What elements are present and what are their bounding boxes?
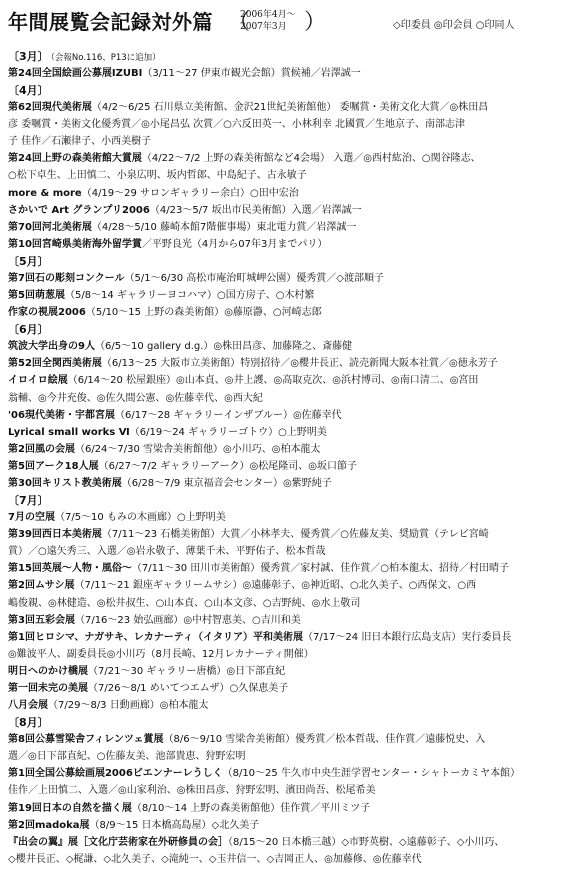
exhibition-entry: [8, 458, 560, 475]
exhibition-entry: [8, 355, 560, 372]
exhibition-detail: （7/5～10 もみの木画廊）○上野明美: [54, 512, 226, 524]
exhibition-entry: [8, 526, 560, 560]
month-heading: [8, 714, 560, 731]
exhibition-name: 第1回全国公募絵画展2006ビエンナーレうしく: [8, 768, 223, 780]
month-heading: [8, 321, 560, 338]
exhibition-name: 第52回全関西美術展: [8, 358, 102, 370]
period-start: 2006年4月～: [240, 10, 296, 20]
month-label: 〔8月〕: [8, 716, 49, 730]
entry-line: [8, 390, 560, 407]
exhibition-name: 筑波大学出身の9人: [8, 341, 95, 353]
exhibition-entry: [8, 372, 560, 406]
entry-line: [8, 167, 560, 184]
entry-line: [8, 338, 560, 355]
exhibition-entry: [8, 65, 560, 82]
exhibition-entry: [8, 765, 560, 799]
exhibition-detail: 彦 委嘱賞・美術文化優秀賞／◎小尾昌弘 次賞／○六反田英一、小林利幸 北國賞／生地京子、南部志津: [8, 119, 465, 131]
exhibition-entry: [8, 185, 560, 202]
entry-line: [8, 680, 560, 697]
month-label: 〔5月〕: [8, 254, 49, 268]
exhibition-entry: [8, 834, 560, 868]
exhibition-name: '06現代美術・宇都宮展: [8, 409, 115, 421]
exhibition-entry: [8, 629, 560, 663]
month-label: 〔7月〕: [8, 494, 49, 508]
exhibition-entry: [8, 817, 560, 834]
exhibition-name: さかいで Art グランプリ2006: [8, 204, 150, 216]
exhibition-detail: （6/27～7/2 ギャラリーアーク）◎松尾隆司、◎坂口節子: [98, 460, 357, 472]
exhibition-detail: ◎難波平人、副委員長◎小川巧（8月長崎、12月レカナーティ開催）: [8, 648, 314, 660]
entry-line: [8, 304, 560, 321]
exhibition-detail: （4/22～7/2 上野の森美術館など4会場） 入選／◎西村紘治、○関谷隆志、: [141, 153, 481, 165]
exhibition-entry: [8, 475, 560, 492]
entry-line: [8, 475, 560, 492]
period: [240, 9, 296, 33]
exhibition-name: 第2回madoka展: [8, 819, 90, 831]
entry-line: [8, 509, 560, 526]
entry-line: [8, 612, 560, 629]
exhibition-entry: [8, 663, 560, 680]
exhibition-name: 7月の空展: [8, 512, 55, 524]
exhibition-detail: （5/1～6/30 高松市庵治町城岬公園）優秀賞／◇渡部順子: [124, 272, 384, 284]
exhibition-detail: 子 佳作／石瀬律子、小西美樹子: [8, 136, 152, 148]
header: [0, 0, 567, 46]
exhibition-entry: [8, 697, 560, 714]
entry-line: [8, 133, 560, 150]
entry-line: [8, 287, 560, 304]
entry-line: [8, 663, 560, 680]
exhibition-detail: （4/19～29 サロンギャラリー余白）○田中宏治: [81, 187, 299, 199]
exhibition-name: more & more: [8, 187, 82, 199]
exhibition-detail: （7/11～30 田川市美術館）優秀賞／家村誠、佳作賞／○柏本龍太、招待／村田晴子: [131, 563, 510, 575]
exhibition-detail: （6/28～7/9 東京福音会センター）◎紫野純子: [121, 477, 332, 489]
exhibition-entry: [8, 800, 560, 817]
entry-line: [8, 441, 560, 458]
exhibition-entry: [8, 236, 560, 253]
exhibition-detail: ◇櫻井長正、◇梶謙、◇北久美子、◇滝純一、◇玉井信一、◇吉岡正人、◎加藤修、◎佐藤幸代: [8, 853, 422, 865]
exhibition-detail: （7/29～8/3 日動画廊）◎柏本龍太: [48, 700, 209, 712]
exhibition-detail: （7/11～21 銀座ギャラリームサシ）◎遠藤彰子、◎神近昭、○北久美子、○西保文、○西: [74, 580, 477, 592]
entry-line: [8, 817, 560, 834]
exhibition-name: 第7回石の彫刻コンクール: [8, 272, 125, 284]
entry-line: [8, 424, 560, 441]
exhibition-detail: （8/15～20 日本橋三越）◇市野英樹、◇遠藤彰子、◇小川巧、: [228, 836, 505, 848]
exhibition-entry: [8, 219, 560, 236]
entry-line: [8, 99, 560, 116]
exhibition-name: Lyrical small works Ⅵ: [8, 426, 130, 438]
entry-line: [8, 748, 560, 765]
exhibition-name: 第2回ムサシ展: [8, 580, 75, 592]
entry-line: [8, 782, 560, 799]
entry-line: [8, 236, 560, 253]
exhibition-entry: [8, 202, 560, 219]
period-end: 2007年3月: [240, 22, 287, 32]
exhibition-entry: [8, 338, 560, 355]
exhibition-detail: （7/26～8/1 めいてつエムザ）○久保恵美子: [88, 683, 289, 694]
exhibition-name: 第70回河北美術展: [8, 221, 92, 233]
entry-line: [8, 150, 560, 167]
exhibition-name: 第1回ヒロシマ、ナガサキ、レカナーティ（イタリア）平和美術展: [8, 631, 303, 643]
exhibition-detail: （6/17～28 ギャラリーインザブルー）◎佐藤幸代: [114, 409, 342, 421]
entry-line: [8, 185, 560, 202]
exhibition-entry: [8, 560, 560, 577]
exhibition-detail: （7/17～24 旧日本銀行広島支店）実行委員長: [302, 631, 512, 643]
exhibition-name: 第2回風の会展: [8, 443, 75, 455]
exhibition-name: 『出会の翼』展［文化庁芸術家在外研修員の会］: [8, 836, 228, 848]
exhibition-entry: [8, 304, 560, 321]
entry-line: [8, 65, 560, 82]
entry-line: [8, 372, 560, 389]
period-paren-right: ）: [304, 10, 327, 35]
month-note: （会報No.116、P13に追加）: [50, 53, 161, 63]
exhibition-name: 第39回西日本美術展: [8, 529, 102, 541]
entry-line: [8, 270, 560, 287]
exhibition-entry: [8, 731, 560, 765]
entry-line: [8, 219, 560, 236]
exhibition-detail: （3/11～27 伊東市観光会館）賞候補／岩澤誠一: [142, 68, 361, 79]
entry-line: [8, 116, 560, 133]
entry-line: [8, 355, 560, 372]
legend: ◇印委員 ◎印会員 ○印同人: [393, 20, 515, 31]
period-paren-left: （: [228, 10, 251, 35]
month-heading: [8, 82, 560, 99]
exhibition-entry: [8, 150, 560, 184]
entry-line: [8, 834, 560, 851]
exhibition-name: 第3回五彩会展: [8, 614, 75, 626]
exhibition-detail: 佳作／上田慎二、入選／◎山家利治、◎株田昌彦、狩野宏明、濱田尚吾、松尾希美: [8, 785, 376, 797]
exhibition-detail: ／平野良光（4月から07年3月までパリ）: [141, 238, 328, 250]
exhibition-detail: （6/5～10 gallery d.g.）◎株田昌彦、加藤隆之、斎藤健: [94, 341, 353, 353]
exhibition-detail: （6/19～24 ギャラリーゴトウ）○上野明美: [129, 426, 327, 438]
entry-line: [8, 458, 560, 475]
exhibition-detail: 選／◎日下部直紀、○佐藤友美、池部貴恵、狩野宏明: [8, 751, 246, 763]
exhibition-name: 第24回上野の森美術館大賞展: [8, 153, 142, 165]
exhibition-detail: （6/24～7/30 雪梁舎美術館他）◎小川巧、◎柏本龍太: [74, 443, 321, 455]
entry-line: [8, 560, 560, 577]
exhibition-detail: ○松下卓生、上田慎二、小泉広明、坂内哲郎、中島紀子、古永敏子: [8, 170, 307, 182]
month-label: 〔6月〕: [8, 323, 49, 337]
exhibition-name: 第5回アーク18人展: [8, 460, 99, 472]
exhibition-detail: 賞）／○遠矢秀三、入選／◎岩永敬子、薄葉千未、平野佑子、松本哲哉: [8, 546, 326, 558]
exhibition-entry: [8, 680, 560, 697]
entry-line: [8, 202, 560, 219]
exhibition-entry: [8, 270, 560, 287]
exhibition-entry: [8, 509, 560, 526]
exhibition-name: 第8回公募雪梁舎フィレンツェ賞展: [8, 734, 164, 746]
exhibition-detail: （8/10～14 上野の森美術館他）佳作賞／平川ミツ子: [131, 802, 371, 814]
entry-line: [8, 800, 560, 817]
exhibition-detail: （5/8～14 ギャラリーヨコハマ）○国方房子、○木村繁: [64, 290, 315, 302]
entry-line: [8, 595, 560, 612]
exhibition-name: 第62回現代美術展: [8, 102, 92, 114]
exhibition-name: 第30回キリスト教美術展: [8, 477, 122, 489]
exhibition-detail: （4/2～6/25 石川県立美術館、金沢21世紀美術館他） 委嘱賞・美術文化大賞／◎株田昌: [91, 102, 489, 114]
exhibition-detail: （7/21～30 ギャラリー唐橋）◎日下部直紀: [88, 665, 286, 677]
month-heading: [8, 253, 560, 270]
entry-line: [8, 697, 560, 714]
exhibition-detail: （8/9～15 日本橋高島屋）◇北久美子: [89, 819, 260, 831]
exhibition-name: 第5回萌葱展: [8, 290, 65, 302]
entry-line: [8, 851, 560, 868]
exhibition-list: [8, 48, 560, 868]
exhibition-name: 第19回日本の自然を描く展: [8, 802, 132, 814]
entry-line: [8, 407, 560, 424]
exhibition-name: 第24回全国絵画公募展IZUBI: [8, 68, 143, 79]
page-title: 年間展覧会記録対外篇: [8, 10, 213, 34]
exhibition-name: 第15回英展～人物・風俗～: [8, 563, 132, 575]
exhibition-detail: （4/23～5/7 坂出市民美術館）入選／岩澤誠一: [149, 204, 362, 216]
exhibition-name: 第10回宮崎県美術海外留学賞: [8, 238, 142, 250]
entry-line: [8, 543, 560, 560]
exhibition-detail: （7/16～23 始弘画廊）◎中村智恵美、○吉川和美: [74, 614, 301, 626]
exhibition-detail: 嶋俊親、◎林健造、◎松井叔生、○山本貞、○山本文彦、○吉野純、◎水上敬司: [8, 597, 361, 609]
entry-line: [8, 577, 560, 594]
exhibition-entry: [8, 612, 560, 629]
exhibition-entry: [8, 407, 560, 424]
entry-line: [8, 731, 560, 748]
exhibition-name: 第一回未完の美展: [8, 683, 88, 694]
exhibition-entry: [8, 577, 560, 611]
entry-line: [8, 765, 560, 782]
exhibition-detail: （4/28～5/10 藤崎本館7階催事場）東北電力賞／岩澤誠一: [91, 221, 357, 233]
month-heading: [8, 48, 560, 65]
exhibition-name: 八月会展: [8, 700, 48, 712]
exhibition-detail: （7/11～23 石橋美術館）大賞／小林孝夫、優秀賞／○佐藤友美、奨励賞（テレビ宮崎: [101, 529, 489, 541]
entry-line: [8, 646, 560, 663]
month-label: 〔3月〕: [8, 50, 49, 63]
exhibition-detail: （5/10～15 上野の森美術館）◎藤原瀞、○河崎志郎: [85, 307, 322, 319]
exhibition-detail: （8/10～25 牛久市中央生涯学習センター・シャトーカミヤ本館）: [222, 768, 521, 780]
entry-line: [8, 526, 560, 543]
exhibition-name: 作家の視展2006: [8, 307, 86, 319]
month-label: 〔4月〕: [8, 84, 49, 98]
exhibition-entry: [8, 424, 560, 441]
entry-line: [8, 629, 560, 646]
exhibition-detail: （6/14～20 松屋銀座）◎山本貞、◎井上護、◎高取克次、◎浜村博司、◎南口清二、◎宮田: [67, 375, 479, 387]
exhibition-name: 明日へのかけ橋展: [8, 665, 88, 677]
exhibition-name: イロイロ絵展: [8, 375, 68, 387]
exhibition-entry: [8, 99, 560, 150]
exhibition-entry: [8, 441, 560, 458]
month-heading: [8, 492, 560, 509]
exhibition-detail: 翁輔、◎今井充俊、◎佐久間公憲、◎佐藤幸代、◎西大紀: [8, 392, 263, 404]
exhibition-entry: [8, 287, 560, 304]
exhibition-detail: （8/6～9/10 雪梁舎美術館）優秀賞／松本哲哉、佳作賞／遠藤悦史、入: [163, 734, 486, 746]
exhibition-detail: （6/13～25 大阪市立美術館）特別招待／◎櫻井長正、読売新聞大阪本社賞／◎徳永芳子: [101, 358, 498, 370]
